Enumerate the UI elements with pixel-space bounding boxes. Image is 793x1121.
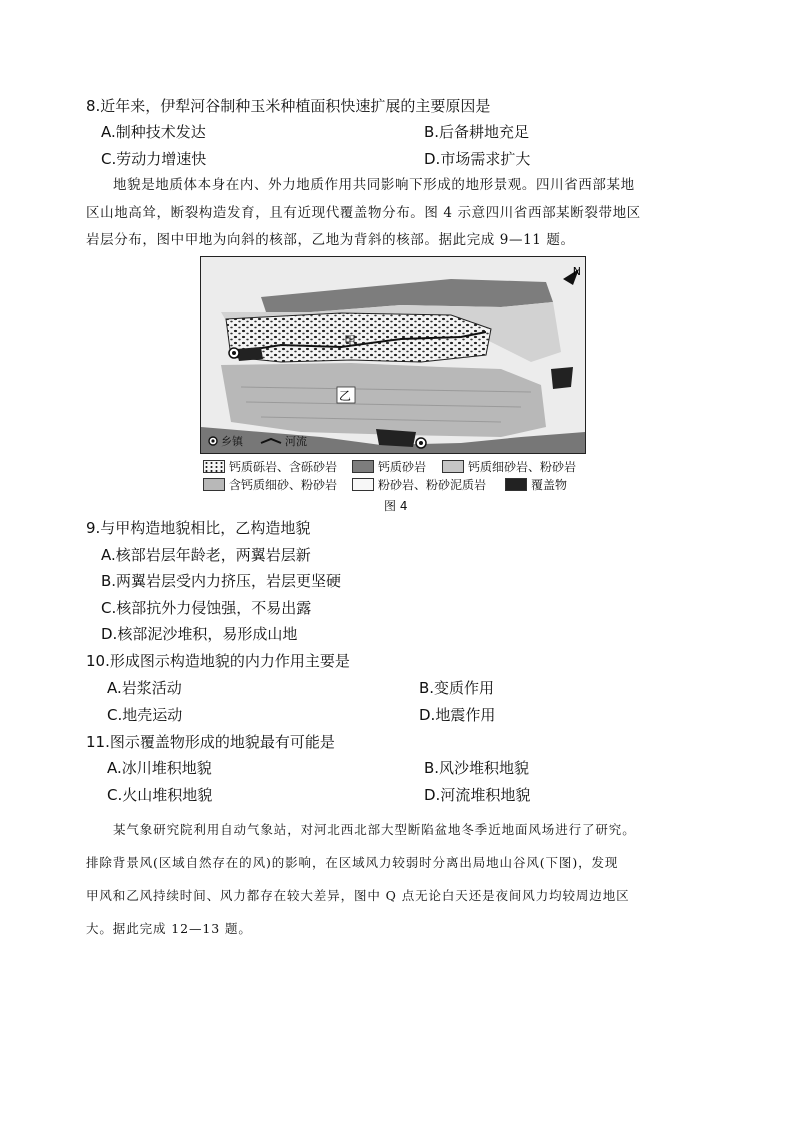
passage2-line-2: 排除背景风(区域自然存在的风)的影响，在区域风力较弱时分离出局地山谷风(下图)，发现: [86, 855, 619, 870]
siltstone-swatch: [352, 478, 374, 491]
label-jia: 甲: [344, 334, 357, 348]
q11-option-b: B.风沙堆积地貌: [424, 759, 530, 777]
q9-option-d: D.核部泥沙堆积，易形成山地: [101, 625, 298, 643]
q8-option-c: C.劳动力增速快: [101, 150, 207, 168]
q10-option-b: B.变质作用: [419, 679, 495, 697]
q11-option-c: C.火山堆积地貌: [107, 786, 213, 804]
figure-caption: 图 4: [384, 499, 408, 513]
cover-deposit-1: [236, 347, 263, 361]
passage2-line-1: 某气象研究院利用自动气象站，对河北西北部大型断陷盆地冬季近地面风场进行了研究。: [113, 822, 636, 837]
q10-option-c: C.地壳运动: [107, 706, 183, 724]
q10-option-a: A.岩浆活动: [107, 679, 182, 697]
legend-label-calcareous-sandstone: 钙质砂岩: [378, 460, 427, 474]
q8-stem: 8.近年来，伊犁河谷制种玉米种植面积快速扩展的主要原因是: [86, 97, 491, 115]
passage2-line-4: 大。据此完成 12—13 题。: [86, 921, 252, 936]
q9-stem: 9.与甲构造地貌相比，乙构造地貌: [86, 519, 311, 537]
legend-label-calcareous-fine-sandstone: 钙质细砂岩、粉砂岩: [468, 460, 577, 474]
label-yi: 乙: [339, 389, 352, 403]
north-label: N: [572, 265, 581, 278]
fine-silt-swatch: [203, 478, 225, 491]
q8-option-b: B.后备耕地充足: [424, 123, 530, 141]
q8-option-a: A.制种技术发达: [101, 123, 206, 141]
q10-stem: 10.形成图示构造地貌的内力作用主要是: [86, 652, 350, 670]
q11-option-a: A.冰川堆积地貌: [107, 759, 212, 777]
legend-item-calcareous-fine-sandstone: [442, 459, 576, 475]
calcareous-fine-sandstone-swatch: [442, 460, 464, 473]
q9-option-b: B.两翼岩层受内力挤压，岩层更坚硬: [101, 572, 342, 590]
legend-label-siltstone: 粉砂岩、粉砂泥质岩: [378, 478, 487, 492]
q11-stem: 11.图示覆盖物形成的地貌最有可能是: [86, 733, 335, 751]
legend-label-cover: 覆盖物: [531, 478, 568, 492]
calcareous-sandstone-swatch: [352, 460, 374, 473]
legend-label-fine-silt: 含钙质细砂、粉砂岩: [229, 478, 338, 492]
passage2-line-3: 甲风和乙风持续时间、风力都存在较大差异，图中 Q 点无论白天还是夜间风力均较周边地区: [86, 888, 630, 903]
legend-item-siltstone: [352, 477, 486, 493]
legend-item-conglomerate: [203, 459, 337, 475]
geologic-map-svg: [201, 257, 585, 453]
legend-river-label: 河流: [285, 435, 307, 448]
legend-item-cover: [505, 477, 567, 493]
passage1-line-1: 地貌是地质体本身在内、外力地质作用共同影响下形成的地形景观。四川省西部某地: [113, 177, 635, 193]
legend-town-label: 乡镇: [221, 435, 243, 448]
legend-label-conglomerate: 钙质砾岩、含砾砂岩: [229, 460, 338, 474]
legend-item-fine-silt: [203, 477, 337, 493]
passage1-line-3: 岩层分布，图中甲地为向斜的核部，乙地为背斜的核部。据此完成 9—11 题。: [86, 232, 575, 248]
cover-swatch: [505, 478, 527, 491]
q8-option-d: D.市场需求扩大: [424, 150, 531, 168]
q10-option-d: D.地震作用: [419, 706, 496, 724]
conglomerate-swatch: [203, 460, 225, 473]
q9-option-c: C.核部抗外力侵蚀强，不易出露: [101, 599, 312, 617]
q11-option-d: D.河流堆积地貌: [424, 786, 531, 804]
q9-option-a: A.核部岩层年龄老，两翼岩层新: [101, 546, 311, 564]
legend-item-calcareous-sandstone: [352, 459, 426, 475]
passage1-line-2: 区山地高耸，断裂构造发育，且有近现代覆盖物分布。图 4 示意四川省西部某断裂带地区: [86, 205, 641, 221]
lower-fine-sandstone-belt: [221, 363, 546, 437]
cover-deposit-3: [551, 367, 573, 389]
cover-deposit-2: [376, 429, 416, 447]
geologic-map-figure: [200, 256, 586, 454]
